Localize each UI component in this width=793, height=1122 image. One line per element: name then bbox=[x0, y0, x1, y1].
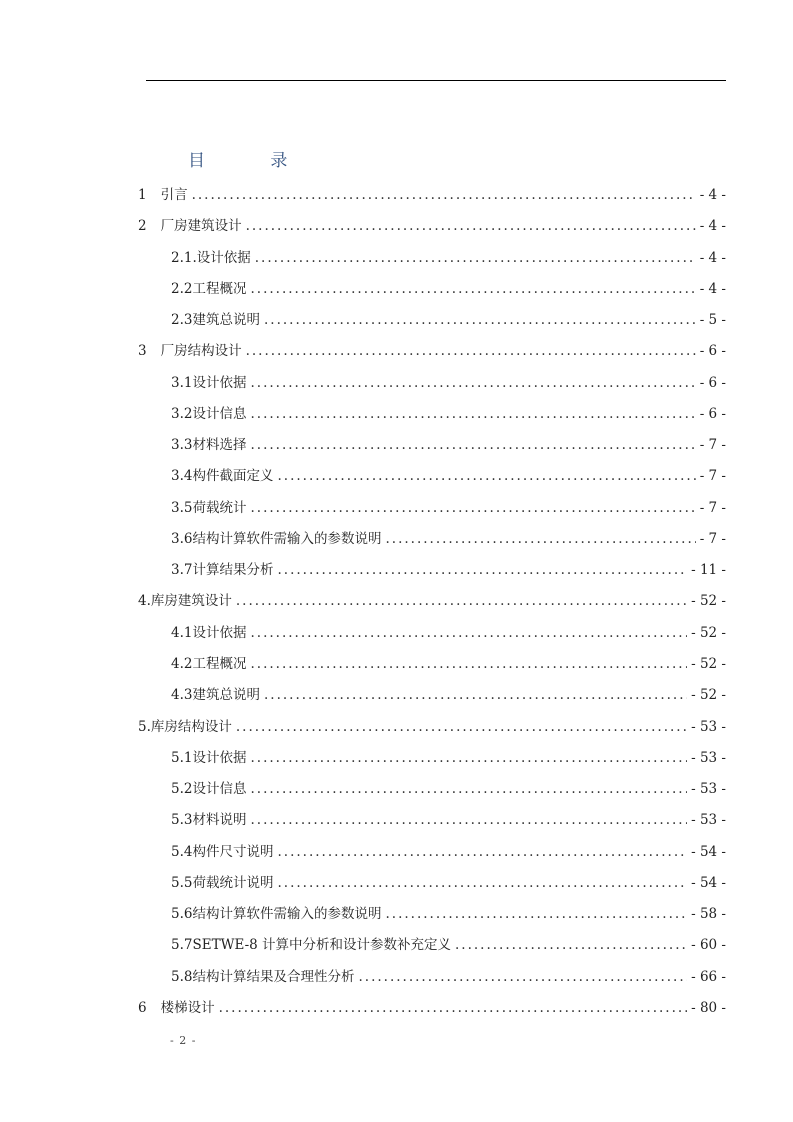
toc-entry-page: - 52 - bbox=[691, 624, 726, 641]
toc-entry-number: 2.3 bbox=[171, 312, 193, 329]
toc-title: 目 录 bbox=[188, 151, 318, 171]
toc-entry[interactable] bbox=[138, 555, 726, 586]
toc-entry-number: 2 bbox=[138, 218, 147, 235]
toc-entry[interactable] bbox=[138, 586, 726, 617]
toc-entry-page: - 52 - bbox=[691, 593, 726, 610]
toc-entry-number: 3 bbox=[138, 343, 147, 360]
toc-entry-number: 5.7 bbox=[171, 937, 193, 954]
toc-entry-label: 库房结构设计 bbox=[150, 718, 232, 735]
toc-entry[interactable] bbox=[138, 930, 726, 961]
toc-entry-label: SETWE-8 计算中分析和设计参数补充定义 bbox=[192, 937, 452, 954]
toc-dot-leader bbox=[264, 680, 687, 711]
toc-entry-label: 工程概况 bbox=[192, 280, 247, 297]
toc-entry-label: 引言 bbox=[160, 187, 188, 203]
toc-entry-page: - 66 - bbox=[691, 968, 726, 985]
toc-entry[interactable] bbox=[138, 461, 726, 492]
toc-dot-leader bbox=[250, 430, 695, 461]
toc-entry[interactable] bbox=[138, 243, 726, 274]
toc-entry[interactable] bbox=[138, 368, 726, 399]
toc-dot-leader bbox=[250, 274, 695, 305]
toc-entry[interactable] bbox=[138, 399, 726, 430]
toc-dot-leader bbox=[264, 305, 696, 336]
toc-entry-label: 计算结果分析 bbox=[192, 562, 274, 579]
toc-dot-leader bbox=[236, 712, 687, 743]
toc-dot-leader bbox=[250, 493, 695, 524]
toc-entry-number: 4.3 bbox=[171, 687, 193, 704]
toc-entry-label: 建筑总说明 bbox=[192, 687, 260, 704]
toc-dot-leader bbox=[250, 743, 687, 774]
toc-entry-page: - 60 - bbox=[691, 937, 726, 954]
toc-entry-label: 设计依据 bbox=[192, 624, 247, 641]
toc-entry-label: 结构计算软件需输入的参数说明 bbox=[192, 906, 382, 923]
toc-dot-leader bbox=[246, 211, 696, 242]
toc-dot-leader bbox=[250, 368, 695, 399]
toc-entry-label: 厂房结构设计 bbox=[160, 343, 242, 360]
toc-entry-label: 设计依据 bbox=[192, 749, 247, 766]
toc-dot-leader bbox=[277, 837, 687, 868]
toc-entry-label: 工程概况 bbox=[192, 655, 247, 672]
toc-entry-number: 6 bbox=[138, 999, 147, 1016]
toc-entry-number: 2.2 bbox=[171, 280, 193, 297]
toc-dot-leader bbox=[385, 524, 695, 555]
toc-entry-number: 3.6 bbox=[171, 530, 193, 547]
toc-entry-label: 库房建筑设计 bbox=[150, 593, 232, 610]
toc-entry[interactable] bbox=[138, 837, 726, 868]
toc-entry-label: 材料说明 bbox=[192, 812, 247, 829]
toc-entry-label: 结构计算软件需输入的参数说明 bbox=[192, 530, 382, 547]
toc-dot-leader bbox=[277, 555, 687, 586]
toc-entry-number: 3.5 bbox=[171, 499, 193, 516]
toc-entry-label: 荷载统计 bbox=[192, 499, 247, 516]
toc-entry-label: 建筑总说明 bbox=[192, 312, 260, 329]
toc-dot-leader bbox=[277, 868, 687, 899]
toc-entry[interactable] bbox=[138, 211, 726, 242]
toc-entry-page: - 54 - bbox=[691, 874, 726, 891]
toc-entry-page: - 53 - bbox=[691, 812, 726, 829]
toc-entry-number: 5.8 bbox=[171, 968, 193, 985]
toc-entry-page: - 4 - bbox=[699, 187, 726, 203]
toc-entry-label: 材料选择 bbox=[192, 437, 247, 454]
toc-entry[interactable] bbox=[138, 649, 726, 680]
toc-entry-page: - 54 - bbox=[691, 843, 726, 860]
toc-entry[interactable] bbox=[138, 305, 726, 336]
toc-entry-label: 设计依据 bbox=[192, 374, 247, 391]
toc-entry[interactable] bbox=[138, 430, 726, 461]
toc-entry-number: 5. bbox=[138, 718, 151, 735]
toc-entry-number: 3.2 bbox=[171, 405, 193, 422]
toc-entry[interactable] bbox=[138, 712, 726, 743]
toc-dot-leader bbox=[255, 243, 696, 274]
toc-dot-leader bbox=[250, 618, 687, 649]
toc-entry-number: 2.1. bbox=[171, 249, 197, 266]
toc-entry-label: 构件尺寸说明 bbox=[192, 843, 274, 860]
toc-entry[interactable] bbox=[138, 493, 726, 524]
toc-entry-label: 厂房建筑设计 bbox=[160, 218, 242, 235]
toc-entry-page: - 11 - bbox=[691, 562, 726, 579]
toc-entry-page: - 6 - bbox=[699, 374, 726, 391]
page-number: - 2 - bbox=[170, 1034, 197, 1047]
toc-entry-page: - 7 - bbox=[699, 499, 726, 516]
toc-entry[interactable] bbox=[138, 899, 726, 930]
toc-entry-page: - 53 - bbox=[691, 718, 726, 735]
toc-entry-page: - 7 - bbox=[699, 530, 726, 547]
toc-entry[interactable] bbox=[138, 180, 726, 211]
toc-entry-page: - 7 - bbox=[699, 468, 726, 485]
toc-entry[interactable] bbox=[138, 868, 726, 899]
toc-dot-leader bbox=[250, 774, 687, 805]
toc-entry-page: - 4 - bbox=[699, 249, 726, 266]
toc-entry[interactable] bbox=[138, 524, 726, 555]
toc-entry-label: 荷载统计说明 bbox=[192, 874, 274, 891]
toc-entry[interactable] bbox=[138, 774, 726, 805]
toc-dot-leader bbox=[358, 962, 687, 993]
toc-entry-page: - 52 - bbox=[691, 655, 726, 672]
toc-dot-leader bbox=[219, 993, 688, 1024]
toc-entry-number: 4.2 bbox=[171, 655, 193, 672]
toc-entry-page: - 4 - bbox=[699, 280, 726, 297]
toc-entry-number: 4.1 bbox=[171, 624, 193, 641]
toc-entry-label: 设计信息 bbox=[192, 781, 247, 798]
table-of-contents bbox=[138, 180, 726, 1024]
toc-entry[interactable] bbox=[138, 743, 726, 774]
toc-dot-leader bbox=[246, 336, 696, 367]
toc-entry-number: 3.1 bbox=[171, 374, 193, 391]
toc-entry-page: - 53 - bbox=[691, 781, 726, 798]
toc-entry-number: 3.4 bbox=[171, 468, 193, 485]
toc-entry-page: - 6 - bbox=[699, 343, 726, 360]
toc-entry-number: 3.3 bbox=[171, 437, 193, 454]
toc-entry-number: 5.1 bbox=[171, 749, 193, 766]
toc-entry-page: - 7 - bbox=[699, 437, 726, 454]
toc-entry-page: - 58 - bbox=[691, 906, 726, 923]
toc-entry-number: 4. bbox=[138, 593, 151, 610]
toc-entry[interactable] bbox=[138, 962, 726, 993]
toc-entry-number: 5.2 bbox=[171, 781, 193, 798]
toc-entry-number: 3.7 bbox=[171, 562, 193, 579]
toc-entry-label: 楼梯设计 bbox=[160, 999, 215, 1016]
toc-dot-leader bbox=[236, 586, 687, 617]
toc-entry[interactable] bbox=[138, 274, 726, 305]
toc-entry[interactable] bbox=[138, 618, 726, 649]
toc-entry-page: - 80 - bbox=[691, 999, 726, 1016]
toc-entry-label: 结构计算结果及合理性分析 bbox=[192, 968, 355, 985]
toc-entry-number: 5.3 bbox=[171, 812, 193, 829]
toc-entry[interactable] bbox=[138, 805, 726, 836]
toc-entry-number: 1 bbox=[138, 187, 147, 203]
toc-entry-page: - 4 - bbox=[699, 218, 726, 235]
header-rule bbox=[146, 80, 726, 81]
toc-dot-leader bbox=[455, 930, 687, 961]
toc-entry-number: 5.4 bbox=[171, 843, 193, 860]
toc-dot-leader bbox=[277, 461, 695, 492]
toc-dot-leader bbox=[385, 899, 687, 930]
toc-entry-page: - 53 - bbox=[691, 749, 726, 766]
toc-entry-number: 5.6 bbox=[171, 906, 193, 923]
toc-dot-leader bbox=[250, 805, 687, 836]
toc-entry[interactable] bbox=[138, 680, 726, 711]
toc-dot-leader bbox=[250, 399, 695, 430]
toc-dot-leader bbox=[250, 649, 687, 680]
toc-entry-page: - 52 - bbox=[691, 687, 726, 704]
toc-entry[interactable] bbox=[138, 336, 726, 367]
toc-entry-page: - 5 - bbox=[699, 312, 726, 329]
toc-entry-label: 设计依据 bbox=[196, 249, 251, 266]
toc-entry-page: - 6 - bbox=[699, 405, 726, 422]
toc-entry[interactable] bbox=[138, 993, 726, 1024]
toc-entry-label: 设计信息 bbox=[192, 405, 247, 422]
toc-entry-label: 构件截面定义 bbox=[192, 468, 274, 485]
toc-dot-leader bbox=[192, 180, 696, 211]
toc-entry-number: 5.5 bbox=[171, 874, 193, 891]
